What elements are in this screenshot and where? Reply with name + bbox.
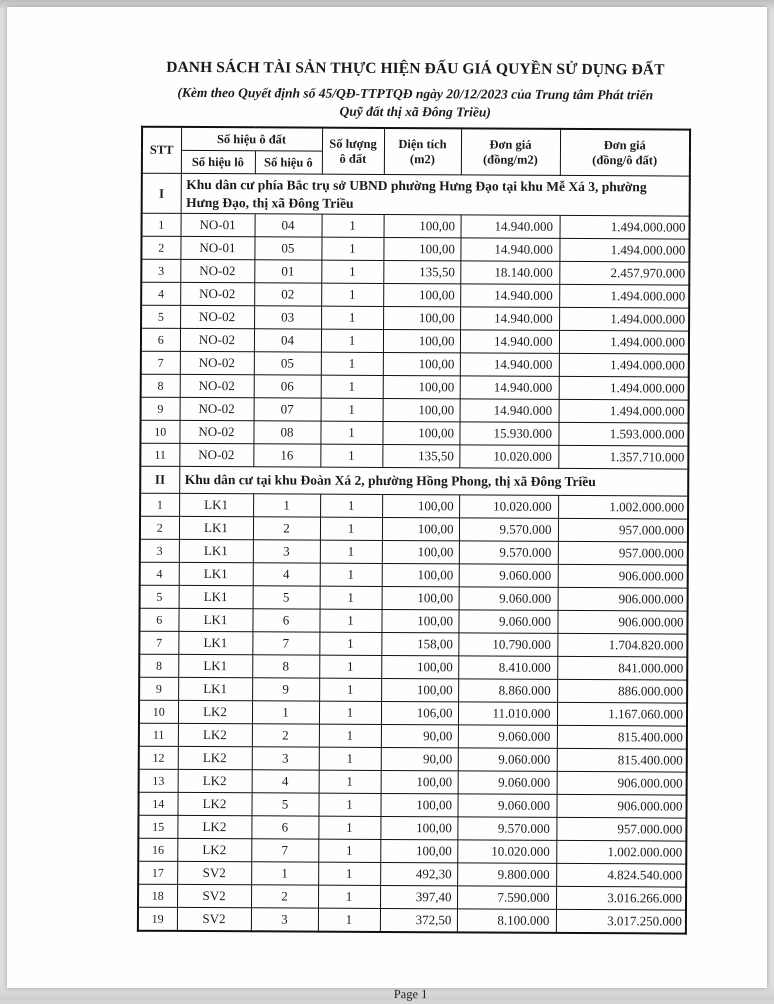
- cell-stt: 18: [138, 884, 177, 907]
- table-row: [139, 654, 687, 680]
- cell-plot-code: 8: [252, 655, 319, 678]
- cell-stt: 1: [140, 493, 179, 516]
- document-page: [7, 7, 767, 1002]
- cell-unit-price-plot: 1.494.000.000: [559, 284, 689, 308]
- cell-stt: 4: [140, 562, 179, 585]
- cell-stt: 5: [141, 305, 180, 328]
- cell-stt: 9: [141, 397, 180, 420]
- cell-area: 90,00: [381, 724, 458, 747]
- cell-stt: 14: [138, 792, 177, 815]
- cell-area: 492,30: [380, 862, 457, 885]
- cell-stt: 13: [139, 769, 178, 792]
- cell-stt: 12: [139, 746, 178, 769]
- cell-unit-price-plot: 1.494.000.000: [560, 215, 690, 239]
- table-row: [141, 374, 689, 400]
- cell-unit-price-m2: 9.060.000: [459, 564, 558, 588]
- cell-lot-code: LK2: [177, 815, 251, 838]
- cell-quantity: 1: [321, 306, 383, 329]
- header-unit-price-m2: Đơn giá (đồng/m2): [461, 128, 560, 175]
- cell-unit-price-plot: 1.167.060.000: [557, 702, 687, 726]
- cell-area: 100,00: [381, 609, 458, 632]
- table-row: [141, 282, 689, 308]
- header-area: Diện tích (m2): [384, 128, 461, 175]
- cell-unit-price-m2: 8.100.000: [457, 909, 556, 933]
- table-header-row-top: [142, 127, 690, 153]
- cell-lot-code: LK1: [178, 631, 252, 654]
- cell-unit-price-plot: 1.494.000.000: [559, 399, 689, 423]
- cell-lot-code: NO-02: [179, 443, 253, 466]
- cell-plot-code: 4: [253, 563, 320, 586]
- cell-unit-price-plot: 957.000.000: [558, 518, 688, 542]
- cell-lot-code: LK2: [178, 746, 252, 769]
- cell-lot-code: LK1: [179, 562, 253, 585]
- cell-area: 100,00: [381, 770, 458, 793]
- cell-lot-code: NO-02: [180, 259, 254, 282]
- document-body: [137, 6, 690, 1004]
- table-row: [139, 746, 687, 772]
- cell-unit-price-m2: 14.940.000: [460, 353, 559, 377]
- cell-area: 100,00: [383, 329, 460, 352]
- cell-stt: 3: [140, 539, 179, 562]
- cell-quantity: 1: [320, 540, 382, 563]
- header-stt: STT: [142, 127, 181, 174]
- cell-lot-code: SV2: [177, 884, 251, 907]
- cell-quantity: 1: [321, 283, 383, 306]
- cell-unit-price-m2: 14.940.000: [460, 284, 559, 308]
- cell-plot-code: 3: [252, 747, 319, 770]
- table-row: [140, 493, 688, 519]
- cell-area: 100,00: [380, 839, 457, 862]
- section-number: II: [140, 466, 179, 493]
- cell-unit-price-m2: 18.140.000: [460, 261, 559, 285]
- cell-lot-code: NO-02: [180, 282, 254, 305]
- cell-unit-price-plot: 1.494.000.000: [559, 330, 689, 354]
- table-row: [139, 769, 687, 795]
- cell-area: 100,00: [382, 517, 459, 540]
- cell-unit-price-plot: 906.000.000: [556, 794, 686, 818]
- cell-stt: 5: [140, 585, 179, 608]
- cell-unit-price-plot: 1.593.000.000: [558, 422, 688, 446]
- cell-quantity: 1: [320, 444, 382, 467]
- cell-lot-code: NO-02: [180, 397, 254, 420]
- cell-plot-code: 5: [253, 586, 320, 609]
- cell-unit-price-plot: 1.704.820.000: [557, 633, 687, 657]
- cell-stt: 16: [138, 838, 177, 861]
- cell-unit-price-plot: 4.824.540.000: [556, 863, 686, 887]
- asset-table: [137, 126, 691, 935]
- cell-quantity: 1: [319, 747, 381, 770]
- cell-plot-code: 02: [254, 283, 321, 306]
- cell-lot-code: LK1: [178, 677, 252, 700]
- cell-unit-price-plot: 957.000.000: [558, 541, 688, 565]
- cell-plot-code: 06: [254, 375, 321, 398]
- header-unit-price-plot: Đơn giá (đồng/ô đất): [560, 129, 690, 176]
- cell-area: 100,00: [383, 283, 460, 306]
- table-row: [140, 585, 688, 611]
- cell-unit-price-m2: 8.410.000: [458, 656, 557, 680]
- cell-unit-price-m2: 10.020.000: [459, 445, 558, 469]
- cell-plot-code: 1: [252, 701, 319, 724]
- cell-lot-code: NO-02: [180, 305, 254, 328]
- cell-quantity: 1: [321, 375, 383, 398]
- cell-quantity: 1: [318, 793, 380, 816]
- table-row: [138, 907, 686, 933]
- cell-area: 372,50: [380, 908, 457, 932]
- cell-unit-price-plot: 3.016.266.000: [556, 886, 686, 910]
- cell-plot-code: 07: [254, 398, 321, 421]
- cell-unit-price-m2: 9.060.000: [457, 794, 556, 818]
- cell-plot-code: 2: [253, 517, 320, 540]
- cell-area: 100,00: [381, 678, 458, 701]
- table-row: [140, 516, 688, 542]
- table-row: [142, 213, 690, 239]
- cell-plot-code: 05: [254, 352, 321, 375]
- cell-unit-price-m2: 9.060.000: [458, 610, 557, 634]
- cell-quantity: 1: [318, 839, 380, 862]
- cell-area: 100,00: [383, 375, 460, 398]
- cell-area: 100,00: [383, 352, 460, 375]
- cell-unit-price-plot: 906.000.000: [557, 771, 687, 795]
- table-row: [140, 443, 688, 469]
- cell-unit-price-plot: 1.002.000.000: [558, 495, 688, 519]
- cell-lot-code: NO-02: [180, 374, 254, 397]
- cell-lot-code: LK1: [178, 654, 252, 677]
- cell-area: 100,00: [382, 540, 459, 563]
- cell-unit-price-plot: 1.494.000.000: [559, 238, 689, 262]
- cell-quantity: 1: [321, 352, 383, 375]
- cell-plot-code: 1: [251, 862, 318, 885]
- cell-area: 100,00: [381, 655, 458, 678]
- cell-lot-code: SV2: [177, 861, 251, 884]
- table-row: [138, 815, 686, 841]
- page-number: Page 1: [393, 987, 428, 1002]
- cell-unit-price-m2: 9.060.000: [459, 587, 558, 611]
- cell-lot-code: LK2: [178, 723, 252, 746]
- cell-stt: 19: [138, 907, 177, 931]
- table-body: [138, 173, 690, 933]
- cell-quantity: 1: [319, 655, 381, 678]
- cell-lot-code: LK1: [179, 493, 253, 516]
- cell-area: 158,00: [381, 632, 458, 655]
- cell-unit-price-m2: 9.060.000: [458, 748, 557, 772]
- cell-stt: 10: [140, 420, 179, 443]
- cell-stt: 15: [138, 815, 177, 838]
- cell-quantity: 1: [318, 816, 380, 839]
- table-row: [139, 608, 687, 634]
- cell-stt: 3: [141, 259, 180, 282]
- cell-stt: 8: [139, 654, 178, 677]
- cell-area: 100,00: [383, 398, 460, 421]
- table-row: [141, 351, 689, 377]
- cell-lot-code: SV2: [177, 907, 251, 931]
- cell-stt: 6: [139, 608, 178, 631]
- cell-quantity: 1: [318, 885, 380, 908]
- cell-stt: 7: [139, 631, 178, 654]
- cell-quantity: 1: [319, 678, 381, 701]
- cell-unit-price-plot: 1.494.000.000: [559, 353, 689, 377]
- cell-plot-code: 7: [252, 632, 319, 655]
- cell-plot-code: 03: [254, 306, 321, 329]
- table-header: [142, 127, 690, 176]
- cell-unit-price-m2: 9.570.000: [459, 518, 558, 542]
- cell-stt: 1: [142, 213, 181, 236]
- cell-lot-code: NO-01: [180, 236, 254, 259]
- cell-quantity: 1: [319, 701, 381, 724]
- cell-area: 135,50: [383, 260, 460, 283]
- cell-plot-code: 3: [253, 540, 320, 563]
- cell-lot-code: NO-02: [180, 328, 254, 351]
- cell-plot-code: 05: [254, 237, 321, 260]
- cell-lot-code: LK2: [178, 769, 252, 792]
- cell-stt: 10: [139, 700, 178, 723]
- table-row: [140, 562, 688, 588]
- cell-lot-code: LK1: [178, 608, 252, 631]
- cell-lot-code: LK1: [179, 539, 253, 562]
- cell-lot-code: NO-02: [180, 351, 254, 374]
- section-row: [140, 466, 688, 496]
- cell-quantity: 1: [319, 609, 381, 632]
- cell-area: 100,00: [383, 237, 460, 260]
- cell-unit-price-m2: 14.940.000: [460, 399, 559, 423]
- table-row: [141, 305, 689, 331]
- cell-stt: 11: [140, 443, 179, 466]
- cell-plot-code: 6: [251, 816, 318, 839]
- cell-stt: 6: [141, 328, 180, 351]
- cell-area: 100,00: [382, 563, 459, 586]
- cell-lot-code: LK2: [178, 700, 252, 723]
- cell-area: 100,00: [380, 816, 457, 839]
- cell-stt: 17: [138, 861, 177, 884]
- scanned-content: [5, 5, 770, 1004]
- table-row: [141, 397, 689, 423]
- cell-unit-price-m2: 9.570.000: [457, 817, 556, 841]
- cell-quantity: 1: [320, 517, 382, 540]
- table-row: [140, 539, 688, 565]
- cell-area: 100,00: [382, 586, 459, 609]
- cell-plot-code: 01: [254, 260, 321, 283]
- cell-unit-price-m2: 15.930.000: [459, 422, 558, 446]
- cell-unit-price-m2: 8.860.000: [458, 679, 557, 703]
- document-title: DANH SÁCH TÀI SẢN THỰC HIỆN ĐẤU GIÁ QUYỀN SỬ DỤNG ĐẤT: [166, 58, 665, 79]
- cell-stt: 2: [140, 516, 179, 539]
- cell-unit-price-m2: 9.060.000: [458, 771, 557, 795]
- cell-stt: 7: [141, 351, 180, 374]
- cell-area: 100,00: [380, 793, 457, 816]
- cell-plot-code: 04: [255, 214, 322, 237]
- cell-unit-price-plot: 906.000.000: [558, 587, 688, 611]
- cell-unit-price-m2: 11.010.000: [458, 702, 557, 726]
- cell-plot-code: 2: [252, 724, 319, 747]
- cell-stt: 9: [139, 677, 178, 700]
- cell-unit-price-plot: 886.000.000: [557, 679, 687, 703]
- cell-plot-code: 1: [253, 494, 320, 517]
- cell-lot-code: NO-02: [179, 420, 253, 443]
- table-row: [139, 700, 687, 726]
- cell-plot-code: 9: [252, 678, 319, 701]
- cell-plot-code: 08: [253, 421, 320, 444]
- cell-unit-price-m2: 14.940.000: [461, 215, 560, 239]
- cell-stt: 2: [141, 236, 180, 259]
- table-row: [138, 861, 686, 887]
- cell-area: 90,00: [381, 747, 458, 770]
- cell-unit-price-m2: 10.790.000: [458, 633, 557, 657]
- cell-unit-price-plot: 3.017.250.000: [556, 909, 686, 933]
- cell-unit-price-plot: 957.000.000: [556, 817, 686, 841]
- cell-plot-code: 5: [251, 793, 318, 816]
- cell-plot-code: 4: [252, 770, 319, 793]
- cell-quantity: 1: [321, 398, 383, 421]
- cell-plot-code: 7: [251, 839, 318, 862]
- table-row: [141, 236, 689, 262]
- cell-plot-code: 16: [253, 444, 320, 467]
- cell-unit-price-m2: 14.940.000: [460, 376, 559, 400]
- cell-quantity: 1: [318, 908, 380, 932]
- table-row: [138, 838, 686, 864]
- cell-area: 100,00: [383, 306, 460, 329]
- cell-unit-price-m2: 10.020.000: [459, 495, 558, 519]
- cell-area: 100,00: [382, 494, 459, 517]
- cell-area: 100,00: [382, 421, 459, 444]
- table-row: [139, 631, 687, 657]
- cell-unit-price-plot: 2.457.970.000: [559, 261, 689, 285]
- cell-area: 397,40: [380, 885, 457, 908]
- cell-plot-code: 04: [254, 329, 321, 352]
- cell-unit-price-plot: 841.000.000: [557, 656, 687, 680]
- cell-quantity: 1: [319, 632, 381, 655]
- cell-lot-code: LK2: [177, 838, 251, 861]
- cell-unit-price-plot: 815.400.000: [557, 748, 687, 772]
- cell-unit-price-plot: 1.494.000.000: [559, 307, 689, 331]
- header-plot-code: Số hiệu ô: [255, 151, 322, 174]
- table-row: [141, 259, 689, 285]
- cell-unit-price-m2: 9.570.000: [459, 541, 558, 565]
- cell-quantity: 1: [319, 770, 381, 793]
- cell-unit-price-m2: 10.020.000: [457, 840, 556, 864]
- table-row: [138, 884, 686, 910]
- header-plot-id-group: Số hiệu ô đất: [181, 127, 322, 151]
- cell-unit-price-m2: 14.940.000: [460, 307, 559, 331]
- section-number: I: [142, 173, 181, 213]
- cell-unit-price-m2: 9.060.000: [458, 725, 557, 749]
- section-row: [142, 173, 690, 216]
- cell-lot-code: LK1: [179, 585, 253, 608]
- cell-lot-code: NO-01: [181, 213, 255, 236]
- cell-quantity: 1: [318, 862, 380, 885]
- cell-quantity: 1: [320, 563, 382, 586]
- cell-unit-price-plot: 1.002.000.000: [556, 840, 686, 864]
- cell-stt: 4: [141, 282, 180, 305]
- cell-stt: 8: [141, 374, 180, 397]
- cell-area: 135,50: [382, 444, 459, 467]
- cell-unit-price-m2: 14.940.000: [460, 330, 559, 354]
- table-row: [141, 328, 689, 354]
- cell-unit-price-m2: 9.800.000: [457, 863, 556, 887]
- cell-quantity: 1: [320, 421, 382, 444]
- cell-plot-code: 6: [252, 609, 319, 632]
- cell-quantity: 1: [320, 494, 382, 517]
- cell-lot-code: LK1: [179, 516, 253, 539]
- cell-area: 106,00: [381, 701, 458, 724]
- cell-unit-price-m2: 14.940.000: [460, 238, 559, 262]
- table-row: [139, 677, 687, 703]
- cell-plot-code: 3: [251, 908, 318, 932]
- table-row: [139, 723, 687, 749]
- cell-unit-price-plot: 906.000.000: [557, 610, 687, 634]
- cell-unit-price-m2: 7.590.000: [457, 886, 556, 910]
- cell-quantity: 1: [321, 329, 383, 352]
- table-row: [138, 792, 686, 818]
- section-title: Khu dân cư tại khu Đoàn Xá 2, phường Hồng Phong, thị xã Đông Triều: [179, 466, 688, 496]
- document-subtitle: (Kèm theo Quyết định số 45/QĐ-TTPTQĐ ngày 20/12/2023 của Trung tâm Phát triển Quỹ đất thị xã Đông Triều): [177, 84, 654, 120]
- cell-plot-code: 2: [251, 885, 318, 908]
- cell-unit-price-plot: 906.000.000: [558, 564, 688, 588]
- cell-quantity: 1: [319, 724, 381, 747]
- cell-area: 100,00: [384, 214, 461, 237]
- cell-quantity: 1: [321, 237, 383, 260]
- table-row: [140, 420, 688, 446]
- cell-quantity: 1: [322, 214, 384, 237]
- header-lot-code: Số hiệu lô: [181, 150, 255, 173]
- cell-quantity: 1: [321, 260, 383, 283]
- header-quantity: Số lượng ô đất: [322, 128, 384, 175]
- cell-unit-price-plot: 1.357.710.000: [558, 445, 688, 469]
- section-title: Khu dân cư phía Bắc trụ sở UBND phường Hưng Đạo tại khu Mễ Xá 3, phường Hưng Đạo, thị xã Đông Triều: [181, 173, 690, 216]
- cell-unit-price-plot: 815.400.000: [557, 725, 687, 749]
- cell-stt: 11: [139, 723, 178, 746]
- cell-unit-price-plot: 1.494.000.000: [559, 376, 689, 400]
- cell-quantity: 1: [320, 586, 382, 609]
- cell-lot-code: LK2: [177, 792, 251, 815]
